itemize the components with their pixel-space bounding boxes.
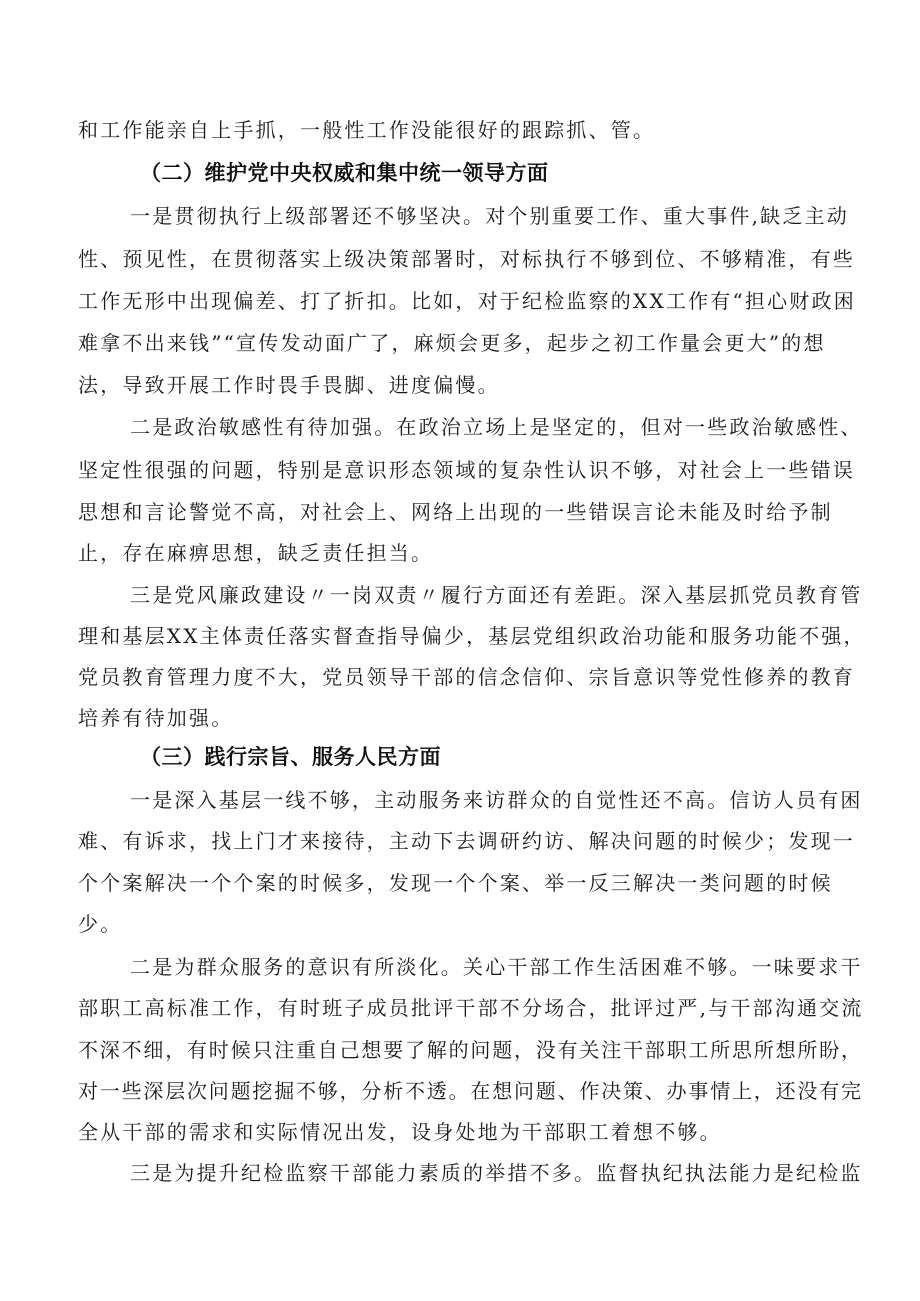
body-line: 少。 [78,912,123,936]
body-line: 性、预见性，在贯彻落实上级决策部署时，对标执行不够到位、不够精准，有些 [78,247,855,271]
body-line: 全从干部的需求和实际情况出发，设身处地为干部职工着想不够。 [78,1120,722,1144]
body-line: 难、有诉求，找上门才来接待，主动下去调研约访、解决问题的时候少；发现一 [78,829,855,853]
body-line: 一是深入基层一线不够，主动服务来访群众的自觉性还不高。信访人员有困 [130,788,863,812]
body-line: 一是贯彻执行上级部署还不够坚决。对个别重要工作、重大事件,缺乏主动 [130,204,849,228]
body-line: 工作无形中出现偏差、打了折扣。比如，对于纪检监察的XX工作有“担心财政困 [78,289,856,313]
body-line: 思想和言论警觉不高，对社会上、网络上出现的一些错误言论未能及时给予制 [78,500,833,524]
body-line: 党员教育管理力度不大，党员领导干部的信念信仰、宗旨意识等党性修养的教育 [78,665,855,689]
section-heading-2: （二）维护党中央权威和集中统一领导方面 [140,161,549,185]
body-line: 不深不细，有时候只注重自己想要了解的问题，没有关注干部职工所思所想所盼， [78,1038,863,1062]
body-line: 法，导致开展工作时畏手畏脚、进度偏慢。 [78,373,500,397]
body-line: 坚定性很强的问题，特别是意识形态领域的复杂性认识不够，对社会上一些错误 [78,458,855,482]
body-line: 对一些深层次问题挖掘不够，分析不透。在想问题、作决策、办事情上，还没有完 [78,1079,863,1103]
body-line: 理和基层XX主体责任落实督查指导偏少，基层党组织政治功能和服务功能不强， [78,624,866,648]
body-line: 个个案解决一个个案的时候多，发现一个个案、举一反三解决一类问题的时候 [78,871,833,895]
body-line: 难拿不出来钱”“宣传发动面广了，麻烦会更多，起步之初工作量会更大”的想 [78,331,826,355]
body-line: 和工作能亲自上手抓，一般性工作没能很好的跟踪抓、管。 [78,118,656,142]
body-line: 三是为提升纪检监察干部能力素质的举措不多。监督执纪执法能力是纪检监 [130,1161,863,1185]
body-line: 二是政治敏感性有待加强。在政治立场上是坚定的，但对一些政治敏感性、 [130,415,863,439]
body-line: 止，存在麻痹思想，缺乏责任担当。 [78,541,434,565]
body-line: 二是为群众服务的意识有所淡化。关心干部工作生活困难不够。一味要求干 [130,955,863,979]
body-line: 三是党风廉政建设〃一岗双责〃履行方面还有差距。深入基层抓党员教育管 [130,583,863,607]
body-line: 培养有待加强。 [78,706,234,730]
body-line: 部职工高标准工作，有时班子成员批评干部不分场合，批评过严,与干部沟通交流 [78,996,864,1020]
section-heading-3: （三）践行宗旨、服务人民方面 [140,745,441,769]
